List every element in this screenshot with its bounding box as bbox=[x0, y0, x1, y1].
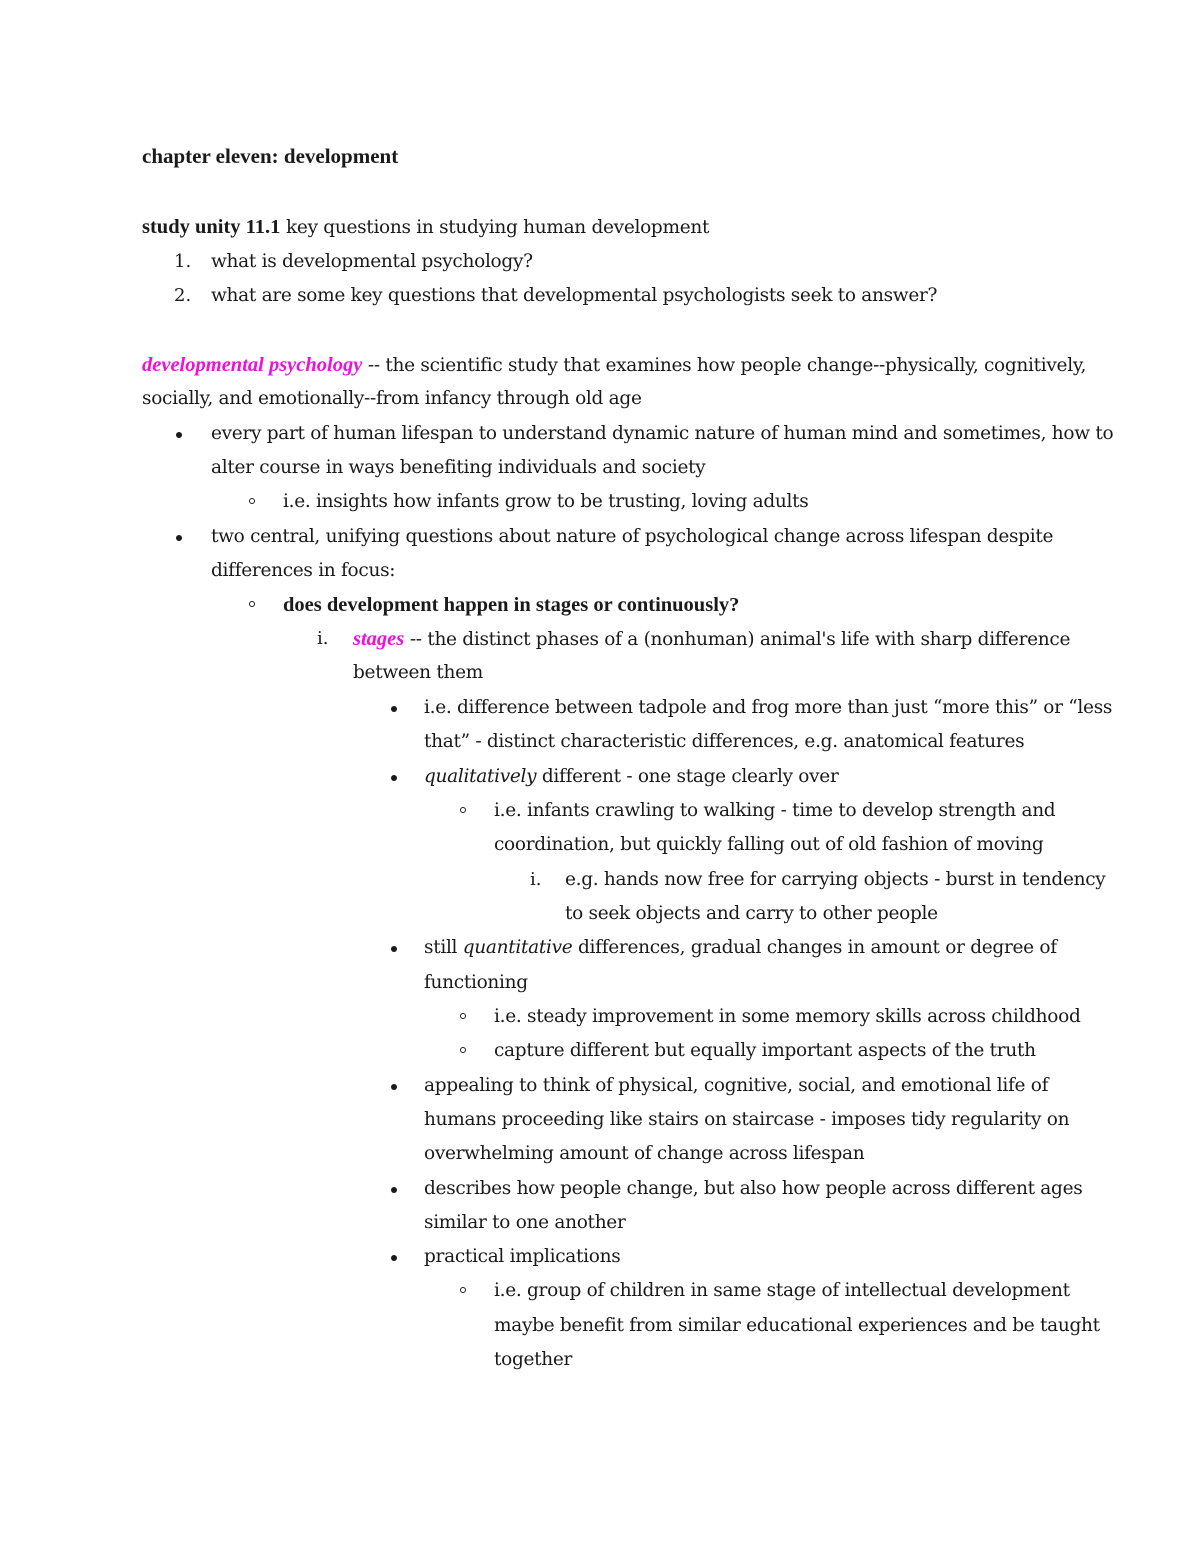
term-developmental-psychology: developmental psychology bbox=[142, 354, 363, 376]
list-number: 2. bbox=[174, 285, 192, 306]
bullet-text: practical implications bbox=[424, 1246, 621, 1267]
bullet-icon bbox=[176, 535, 182, 541]
bullet-text-rest: differences, gradual changes in amount or degree of bbox=[572, 937, 1057, 958]
roman-numeral: i. bbox=[317, 628, 329, 649]
bullet-text: similar to one another bbox=[424, 1212, 626, 1233]
bullet-text: humans proceeding like stairs on staircase - imposes tidy regularity on bbox=[424, 1109, 1070, 1130]
bullet-text: two central, unifying questions about nature of psychological change across lifespan despite bbox=[211, 526, 1054, 547]
bullet-icon bbox=[176, 432, 182, 438]
bullet-text: i.e. difference between tadpole and frog more than just “more this” or “less bbox=[424, 697, 1113, 718]
bullet-icon bbox=[391, 775, 397, 781]
term-quantitative: quantitative bbox=[462, 937, 573, 958]
term-qualitatively: qualitatively bbox=[424, 766, 537, 787]
circle-bullet-icon bbox=[460, 1013, 466, 1019]
sub-bullet-text: i.e. group of children in same stage of intellectual development bbox=[494, 1280, 1070, 1301]
sub-sub-text: to seek objects and carry to other people bbox=[565, 903, 938, 924]
bullet-icon bbox=[391, 1255, 397, 1261]
sub-bullet-text: coordination, but quickly falling out of old fashion of moving bbox=[494, 834, 1044, 855]
question-item: what are some key questions that developmental psychologists seek to answer? bbox=[211, 285, 938, 306]
bullet-text: that” - distinct characteristic differences, e.g. anatomical features bbox=[424, 731, 1025, 752]
sub-bullet-text: together bbox=[494, 1349, 573, 1370]
bullet-text bbox=[424, 766, 839, 788]
sub-bullet-text: i.e. insights how infants grow to be trusting, loving adults bbox=[283, 491, 809, 512]
sub-bullet-text: i.e. infants crawling to walking - time to develop strength and bbox=[494, 800, 1056, 821]
question-heading: does development happen in stages or continuously? bbox=[283, 594, 740, 616]
bullet-icon bbox=[391, 1187, 397, 1193]
study-unit-line bbox=[142, 216, 709, 239]
definition-text: -- the scientific study that examines how people change--physically, cognitively, bbox=[362, 355, 1087, 376]
bullet-text: differences in focus: bbox=[211, 560, 396, 581]
stages-line-2: between them bbox=[353, 662, 483, 683]
list-number: 1. bbox=[174, 251, 192, 272]
bullet-icon bbox=[391, 706, 397, 712]
circle-bullet-icon bbox=[249, 601, 255, 607]
bullet-icon bbox=[391, 1084, 397, 1090]
term-stages: stages bbox=[353, 628, 405, 650]
study-unit-text: key questions in studying human development bbox=[280, 217, 710, 238]
circle-bullet-icon bbox=[460, 1047, 466, 1053]
bullet-text: functioning bbox=[424, 972, 528, 993]
study-unit-label: study unity 11.1 bbox=[142, 216, 281, 238]
sub-bullet-text: maybe benefit from similar educational experiences and be taught bbox=[494, 1315, 1100, 1336]
sub-sub-text: e.g. hands now free for carrying objects - burst in tendency bbox=[565, 869, 1106, 890]
circle-bullet-icon bbox=[460, 1287, 466, 1293]
bullet-icon bbox=[391, 946, 397, 952]
sub-bullet-text: capture different but equally important aspects of the truth bbox=[494, 1040, 1036, 1061]
definition-line-2: socially, and emotionally--from infancy through old age bbox=[142, 388, 642, 409]
bullet-text: every part of human lifespan to understand dynamic nature of human mind and sometimes, how to bbox=[211, 423, 1114, 444]
question-item: what is developmental psychology? bbox=[211, 251, 533, 272]
bullet-text-pre: still bbox=[424, 937, 463, 958]
definition-line-1 bbox=[142, 354, 1086, 377]
bullet-text bbox=[424, 937, 1057, 959]
bullet-text: alter course in ways benefiting individuals and society bbox=[211, 457, 706, 478]
bullet-text: appealing to think of physical, cognitive, social, and emotional life of bbox=[424, 1075, 1049, 1096]
circle-bullet-icon bbox=[460, 807, 466, 813]
bullet-text: describes how people change, but also how people across different ages bbox=[424, 1178, 1083, 1199]
page-title: chapter eleven: development bbox=[142, 144, 399, 168]
circle-bullet-icon bbox=[249, 498, 255, 504]
stages-definition: -- the distinct phases of a (nonhuman) animal's life with sharp difference bbox=[404, 629, 1071, 650]
stages-line-1 bbox=[353, 628, 1070, 651]
roman-numeral: i. bbox=[530, 869, 542, 890]
sub-bullet-text: i.e. steady improvement in some memory skills across childhood bbox=[494, 1006, 1081, 1027]
bullet-text: overwhelming amount of change across lifespan bbox=[424, 1143, 865, 1164]
bullet-text-rest: different - one stage clearly over bbox=[536, 766, 839, 787]
